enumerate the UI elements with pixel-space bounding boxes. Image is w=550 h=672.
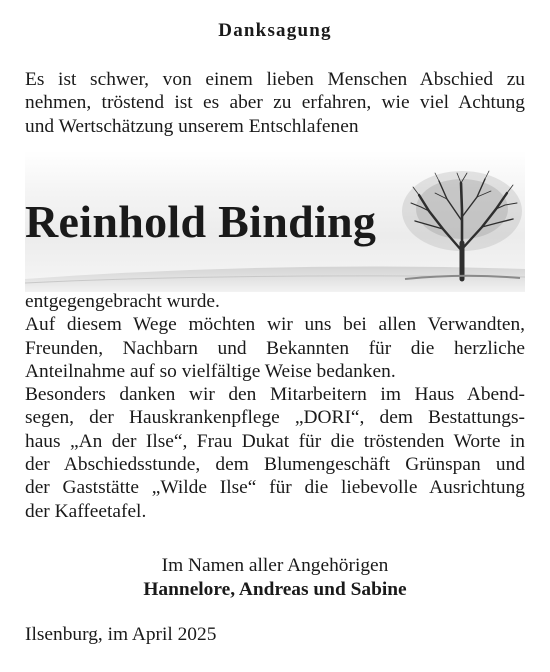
place-date: Ilsenburg, im April 2025 — [25, 624, 217, 645]
body-line: entgegengebracht wurde. — [25, 291, 220, 312]
deceased-name: Reinhold Binding — [25, 196, 377, 247]
body-line: Freunden, Nachbarn und Bekannten für die herzliche — [25, 337, 525, 359]
body-line: segen, der Hauskrankenpflege „DORI“, dem Bestattungs- — [25, 407, 525, 429]
body-line: Anteilnahme auf so vielfältige Weise bedanken. — [25, 360, 396, 382]
closing-block — [0, 554, 550, 602]
body-line: haus „An der Ilse“, Frau Dukat für die tröstenden Worte in — [25, 430, 525, 452]
family-names: Hannelore, Andreas und Sabine — [143, 579, 407, 600]
notice-heading: Danksagung — [218, 20, 332, 41]
intro-line: nehmen, tröstend ist es aber zu erfahren, wie viel Achtung — [25, 92, 525, 114]
body-line: Besonders danken wir den Mitarbeitern im Haus Abend- — [25, 384, 525, 406]
body-line: der Gaststätte „Wilde Ilse“ für die liebevolle Ausrichtung — [25, 477, 525, 499]
body-line: Auf diesem Wege möchten wir uns bei allen Verwandten, — [25, 314, 525, 336]
body-line: der Abschiedsstunde, dem Blumengeschäft Grünspan und — [25, 454, 525, 476]
intro-paragraph — [25, 68, 525, 138]
intro-line: Es ist schwer, von einem lieben Menschen Abschied zu — [25, 69, 525, 90]
body-line: der Kaffeetafel. — [25, 500, 147, 522]
body-paragraph — [25, 290, 525, 523]
intro-line: und Wertschätzung unserem Entschlafenen — [25, 115, 359, 137]
closing-line: Im Namen aller Angehörigen — [161, 555, 389, 576]
